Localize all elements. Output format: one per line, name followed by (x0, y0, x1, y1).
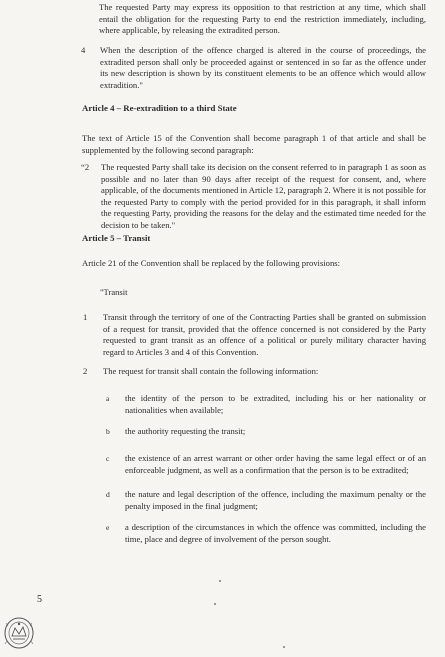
subitem-a: the identity of the person to be extradited, including his or her nationality or nationalities when available; (125, 393, 426, 415)
article-5-item-2: The request for transit shall contain the following information: (103, 366, 319, 376)
scan-speck (219, 580, 221, 582)
subitem-d: the nature and legal description of the offence, including the maximum penalty or the penalty imposed in the final judgment; (125, 489, 426, 511)
item-number: 4 (81, 45, 86, 55)
article-4-quote: The requested Party shall take its decision on the consent referred to in paragraph 1 as soon as possible and no later than 90 days after receipt of the request for consent, and, where applicable, of the documents mentioned in Article 12, paragraph 2. Where it is not possible for the requested Party to comply with the period provided for in this paragraph, it shall inform the requesting Party, providing the reasons for the delay and the estimated time needed for the decision to be taken." (101, 162, 426, 230)
subitem-letter: d (106, 490, 110, 499)
article-4-heading: Article 4 – Re-extradition to a third State (82, 103, 237, 113)
page-number: 5 (37, 594, 42, 605)
seal-stamp-icon (2, 614, 36, 657)
subitem-b: the authority requesting the transit; (125, 426, 246, 436)
subitem-letter: e (106, 523, 110, 532)
article-4-intro: The text of Article 15 of the Convention shall become paragraph 1 of that article and shall be supplemented by the following second paragraph: (82, 133, 426, 155)
article-5-intro: Article 21 of the Convention shall be replaced by the following provisions: (82, 258, 340, 268)
subitem-c: the existence of an arrest warrant or other order having the same legal effect or of an enforceable judgment, as well as a confirmation that the person is to be extradited; (125, 453, 426, 475)
scan-speck (283, 646, 285, 648)
item-number: 1 (83, 312, 88, 322)
item-number: 2 (83, 366, 88, 376)
transit-title: "Transit (100, 287, 128, 297)
paragraph-restriction: The requested Party may express its opposition to that restriction at any time, which shall entail the obligation for the requesting Party to end the restriction immediately, including, where applicable, by releasing the extradited person. (99, 2, 426, 36)
subitem-letter: a (106, 394, 110, 403)
subitem-letter: b (106, 427, 110, 436)
paragraph-item-4: When the description of the offence charged is altered in the course of proceedings, the extradited person shall only be proceeded against or sentenced in so far as the offence under its new description is shown by its constituent elements to be an offence which would allow extradition." (100, 45, 426, 90)
subitem-letter: c (106, 454, 110, 463)
article-5-heading: Article 5 – Transit (82, 233, 151, 243)
article-5-item-1: Transit through the territory of one of the Contracting Parties shall be granted on submission of a request for transit, provided that the offence concerned is not considered by the Party requested to grant transit as an offence of a political or purely military character having regard to Articles 3 and 4 of this Convention. (103, 312, 426, 357)
quote-number: “2 (81, 162, 90, 172)
subitem-e: a description of the circumstances in which the offence was committed, including the time, place and degree of involvement of the person sought. (125, 522, 426, 544)
scan-speck (214, 603, 216, 605)
